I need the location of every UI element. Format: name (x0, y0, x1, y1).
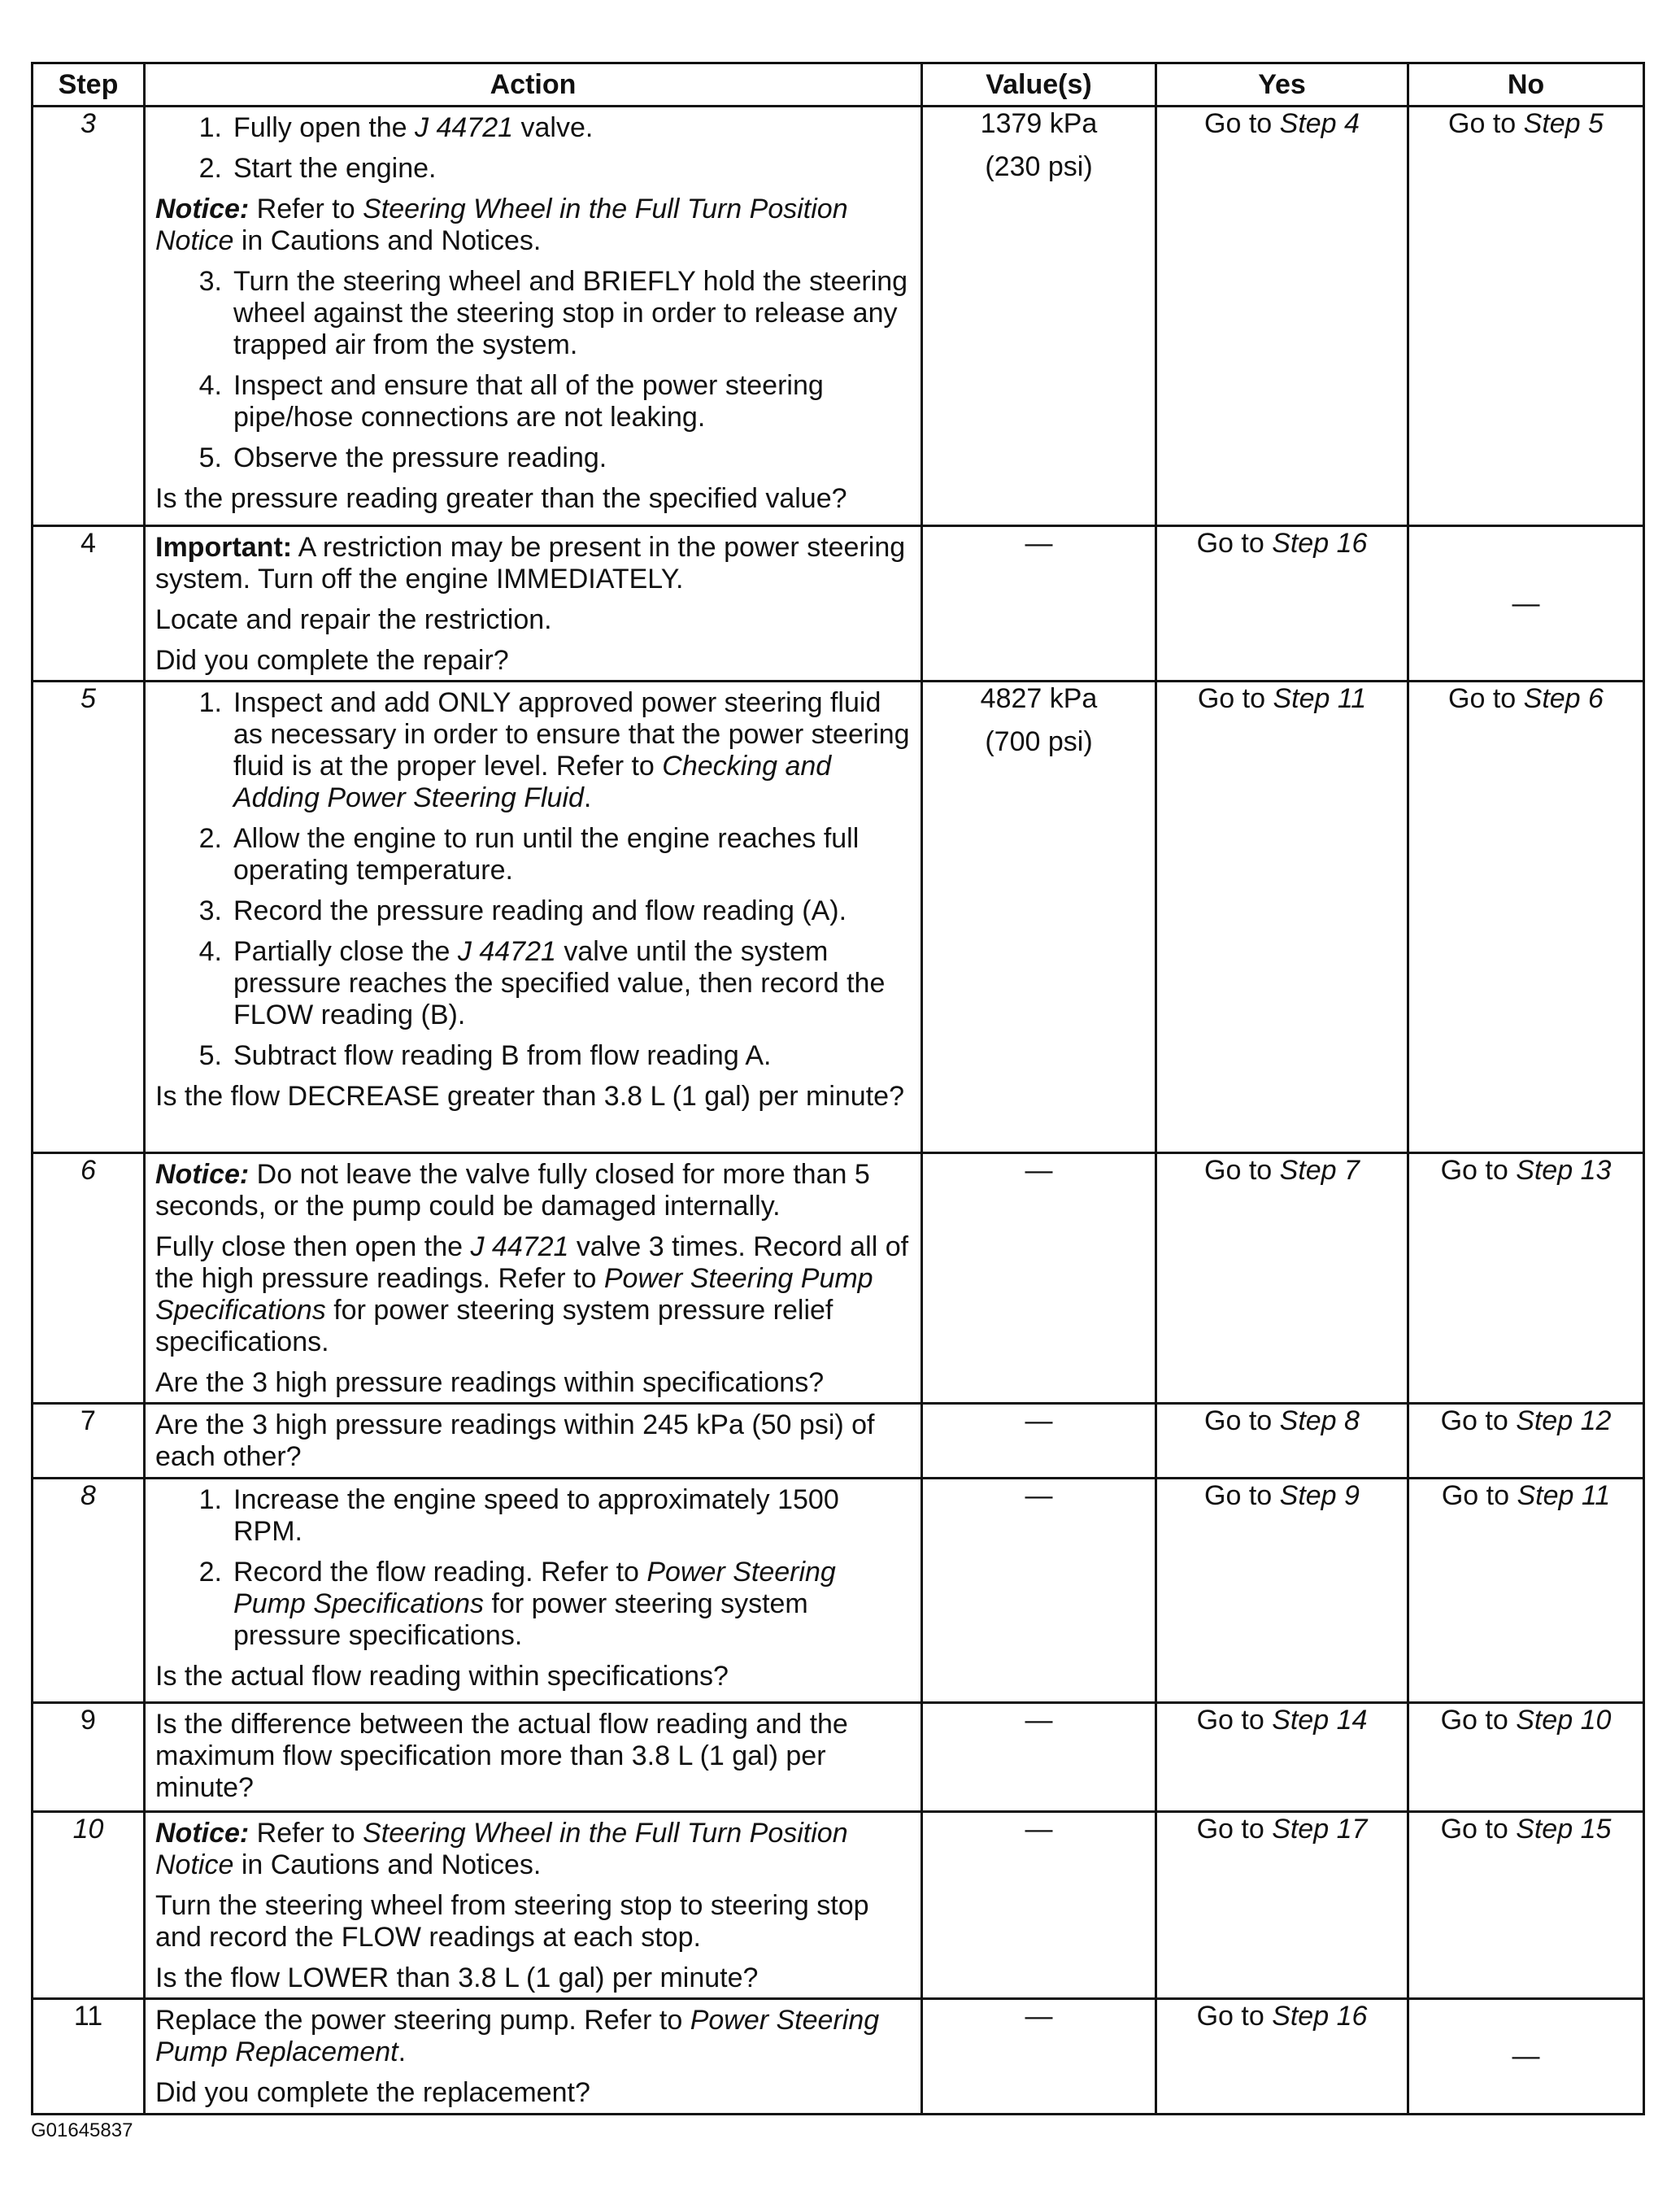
text-run: in Cautions and Notices. (233, 1849, 542, 1880)
list-number: 4. (198, 370, 222, 401)
no-cell (1408, 1703, 1644, 1812)
yes-cell (1156, 526, 1408, 682)
paragraph (155, 2005, 914, 2068)
goto-label: Go to (1204, 1155, 1280, 1186)
step-number: 5 (33, 682, 145, 1153)
goto-label: Go to (1204, 108, 1280, 139)
emphasis-text: J 44721 (470, 1231, 569, 1262)
action-cell (145, 1999, 922, 2115)
list-text (233, 442, 914, 474)
action-cell (145, 526, 922, 682)
text-run: valve until the system pressure reaches the specified value, then record the FLOW reading (B). (233, 936, 886, 1030)
list-number: 4. (198, 936, 222, 967)
text-run: . (398, 2036, 407, 2067)
emphasis-text: Power Steering Pump Replacement (155, 2005, 880, 2067)
text-run: Did you complete the repair? (155, 645, 509, 676)
text-run: Turn the steering wheel and BRIEFLY hold the steering wheel against the steering stop in order to release any trapped air from the system. (233, 266, 908, 360)
text-run: Start the engine. (233, 153, 437, 184)
paragraph (155, 1962, 914, 1994)
value-cell (922, 1703, 1156, 1812)
text-run: . (583, 782, 592, 813)
goto-step-link: Step 7 (1279, 1155, 1360, 1186)
table-row (33, 1999, 1644, 2115)
goto-label: Go to (1441, 1480, 1517, 1511)
spec-value: (230 psi) (985, 151, 1093, 182)
emphasis-text: Notice: (155, 1159, 250, 1190)
yes-cell (1156, 1479, 1408, 1703)
text-run: Record the pressure reading and flow reading (A). (233, 895, 847, 926)
list-number: 2. (198, 823, 222, 854)
paragraph (155, 1081, 914, 1113)
action-cell (145, 682, 922, 1153)
no-cell (1408, 1999, 1644, 2115)
text-run: Is the flow DECREASE greater than 3.8 L (1 gal) per minute? (155, 1081, 904, 1112)
list-number: 1. (198, 112, 222, 143)
value-cell (922, 1812, 1156, 1999)
table-row (33, 1812, 1644, 1999)
text-run: Fully close then open the (155, 1231, 471, 1262)
spec-value: (700 psi) (985, 726, 1093, 757)
no-cell (1408, 107, 1644, 526)
text-run: Locate and repair the restriction. (155, 604, 552, 635)
header-row (33, 63, 1644, 107)
goto-label: Go to (1196, 528, 1273, 559)
text-run: Allow the engine to run until the engine reaches full operating temperature. (233, 823, 860, 886)
text-run: Partially close the (233, 936, 458, 967)
spec-value: 4827 kPa (980, 683, 1098, 714)
value-cell (922, 682, 1156, 1153)
text-run: Turn the steering wheel from steering stop to steering stop and record the FLOW readings at each stop. (155, 1890, 869, 1953)
text-run: Are the 3 high pressure readings within 245 kPa (50 psi) of each other? (155, 1409, 875, 1472)
text-run: Is the pressure reading greater than the specified value? (155, 483, 847, 514)
goto-label: Go to (1204, 1480, 1280, 1511)
text-run: valve 3 times. Record all of the high pressure readings. Refer to (155, 1231, 909, 1294)
list-item (155, 266, 914, 361)
paragraph (155, 1409, 914, 1473)
paragraph (155, 1709, 914, 1804)
value-cell (922, 526, 1156, 682)
list-text (233, 895, 914, 927)
empty-value-dash: — (1512, 2041, 1540, 2071)
goto-step-link: Step 5 (1523, 108, 1604, 139)
list-text (233, 1557, 914, 1652)
yes-cell (1156, 1812, 1408, 1999)
list-text (233, 1484, 914, 1548)
paragraph (155, 483, 914, 515)
emphasis-text: Notice: (155, 194, 250, 224)
table-row (33, 1153, 1644, 1404)
list-number: 3. (198, 266, 222, 297)
emphasis-text: Power Steering Pump Specifications (233, 1557, 836, 1619)
emphasis-text: J 44721 (415, 112, 514, 143)
list-text (233, 687, 914, 814)
text-run: in Cautions and Notices. (233, 225, 542, 256)
step-number: 10 (33, 1812, 145, 1999)
paragraph (155, 1890, 914, 1954)
goto-step-link: Step 14 (1272, 1705, 1368, 1736)
empty-value-dash: — (1025, 1480, 1053, 1511)
goto-label: Go to (1196, 2001, 1273, 2032)
empty-value-dash: — (1512, 587, 1540, 619)
step-number: 7 (33, 1404, 145, 1479)
list-item (155, 1557, 914, 1652)
paragraph (155, 604, 914, 636)
emphasis-text: Power Steering Pump Specifications (155, 1263, 873, 1326)
text-run: Is the flow LOWER than 3.8 L (1 gal) per minute? (155, 1962, 759, 1993)
emphasis-text: Notice: (155, 1818, 250, 1849)
text-run: Replace the power steering pump. Refer to (155, 2005, 690, 2036)
list-text (233, 823, 914, 886)
paragraph (155, 1367, 914, 1399)
action-cell (145, 107, 922, 526)
step-number: 9 (33, 1703, 145, 1812)
list-item (155, 153, 914, 185)
goto-step-link: Step 10 (1516, 1705, 1612, 1736)
goto-step-link: Step 9 (1279, 1480, 1360, 1511)
goto-step-link: Step 11 (1273, 683, 1367, 714)
step-number: 11 (33, 1999, 145, 2115)
figure-code: G01645837 (31, 2119, 133, 2141)
diagnostic-table (31, 62, 1645, 2115)
yes-cell (1156, 1999, 1408, 2115)
text-run: Subtract flow reading B from flow reading A. (233, 1040, 772, 1071)
empty-value-dash: — (1025, 1705, 1053, 1736)
text-run: Inspect and ensure that all of the power steering pipe/hose connections are not leaking. (233, 370, 824, 433)
list-item (155, 112, 914, 144)
action-cell (145, 1479, 922, 1703)
goto-label: Go to (1448, 108, 1524, 139)
spec-value: 1379 kPa (980, 108, 1098, 139)
list-text (233, 153, 914, 185)
text-run: for power steering system pressure relief specifications. (155, 1295, 833, 1357)
yes-cell (1156, 1153, 1408, 1404)
goto-step-link: Step 12 (1516, 1405, 1612, 1436)
goto-step-link: Step 17 (1272, 1814, 1368, 1845)
goto-label: Go to (1440, 1155, 1517, 1186)
no-cell (1408, 1404, 1644, 1479)
value-cell (922, 107, 1156, 526)
yes-cell (1156, 682, 1408, 1153)
list-number: 5. (198, 442, 222, 473)
goto-step-link: Step 16 (1272, 528, 1368, 559)
value-cell (922, 1404, 1156, 1479)
emphasis-text: Steering Wheel in the Full Turn Position Notice (155, 194, 848, 256)
action-cell (145, 1153, 922, 1404)
empty-value-dash: — (1025, 1814, 1053, 1845)
step-number: 8 (33, 1479, 145, 1703)
goto-step-link: Step 13 (1516, 1155, 1612, 1186)
header-no: No (1408, 63, 1644, 107)
goto-label: Go to (1204, 1405, 1280, 1436)
text-run: for power steering system pressure specifications. (233, 1588, 808, 1651)
list-item (155, 823, 914, 886)
table-row (33, 1404, 1644, 1479)
emphasis-text: Checking and Adding Power Steering Fluid (233, 751, 832, 813)
list-item (155, 442, 914, 474)
goto-label: Go to (1440, 1405, 1517, 1436)
goto-label: Go to (1448, 683, 1524, 714)
text-run: Record the flow reading. Refer to (233, 1557, 647, 1588)
text-run: Inspect and add ONLY approved power steering fluid as necessary in order to ensure that the power steering fluid is at the proper level. Refer to (233, 687, 910, 782)
empty-value-dash: — (1025, 528, 1053, 559)
goto-step-link: Step 8 (1279, 1405, 1360, 1436)
goto-label: Go to (1196, 1705, 1273, 1736)
emphasis-text: J 44721 (457, 936, 556, 967)
list-number: 1. (198, 1484, 222, 1515)
list-text (233, 1040, 914, 1072)
list-number: 2. (198, 1557, 222, 1588)
value-cell (922, 1153, 1156, 1404)
no-cell (1408, 526, 1644, 682)
text-run: Observe the pressure reading. (233, 442, 607, 473)
table-row (33, 107, 1644, 526)
no-cell (1408, 1479, 1644, 1703)
paragraph (155, 645, 914, 677)
paragraph (155, 1159, 914, 1222)
goto-step-link: Step 4 (1279, 108, 1360, 139)
header-action: Action (145, 63, 922, 107)
list-item (155, 936, 914, 1031)
goto-label: Go to (1440, 1705, 1517, 1736)
text-run: Fully open the (233, 112, 416, 143)
paragraph (155, 2077, 914, 2109)
text-run: Are the 3 high pressure readings within specifications? (155, 1367, 825, 1398)
list-number: 1. (198, 687, 222, 718)
action-cell (145, 1812, 922, 1999)
goto-step-link: Step 6 (1523, 683, 1604, 714)
emphasis-text: Important: (155, 532, 293, 563)
paragraph (155, 194, 914, 257)
text-run: Increase the engine speed to approximately 1500 RPM. (233, 1484, 839, 1547)
goto-label: Go to (1196, 1814, 1273, 1845)
list-item (155, 895, 914, 927)
table-row (33, 682, 1644, 1153)
emphasis-text: Steering Wheel in the Full Turn Position Notice (155, 1818, 848, 1880)
header-yes: Yes (1156, 63, 1408, 107)
text-run: Is the actual flow reading within specifications? (155, 1661, 729, 1692)
list-number: 3. (198, 895, 222, 926)
goto-step-link: Step 11 (1517, 1480, 1611, 1511)
action-cell (145, 1404, 922, 1479)
header-values: Value(s) (922, 63, 1156, 107)
list-text (233, 936, 914, 1031)
list-text (233, 112, 914, 144)
step-number: 4 (33, 526, 145, 682)
list-text (233, 370, 914, 433)
list-number: 5. (198, 1040, 222, 1071)
goto-step-link: Step 16 (1272, 2001, 1368, 2032)
table-body (33, 107, 1644, 2115)
action-cell (145, 1703, 922, 1812)
empty-value-dash: — (1025, 1155, 1053, 1186)
text-run: A restriction may be present in the power steering system. Turn off the engine IMMEDIATELY. (155, 532, 906, 595)
list-item (155, 370, 914, 433)
paragraph (155, 1231, 914, 1358)
list-item (155, 687, 914, 814)
paragraph (155, 532, 914, 595)
goto-label: Go to (1197, 683, 1273, 714)
yes-cell (1156, 107, 1408, 526)
text-run: Do not leave the valve fully closed for more than 5 seconds, or the pump could be damaged internally. (155, 1159, 870, 1222)
text-run: Refer to (249, 194, 363, 224)
no-cell (1408, 1812, 1644, 1999)
value-cell (922, 1999, 1156, 2115)
empty-value-dash: — (1025, 2001, 1053, 2032)
list-number: 2. (198, 153, 222, 184)
text-run: Refer to (249, 1818, 363, 1849)
list-item (155, 1040, 914, 1072)
yes-cell (1156, 1404, 1408, 1479)
text-run: Did you complete the replacement? (155, 2077, 590, 2108)
table-row (33, 526, 1644, 682)
table-row (33, 1703, 1644, 1812)
empty-value-dash: — (1025, 1405, 1053, 1436)
no-cell (1408, 1153, 1644, 1404)
list-item (155, 1484, 914, 1548)
goto-label: Go to (1440, 1814, 1517, 1845)
table-row (33, 1479, 1644, 1703)
step-number: 6 (33, 1153, 145, 1404)
paragraph (155, 1818, 914, 1881)
text-run: Is the difference between the actual flow reading and the maximum flow specification more than 3.8 L (1 gal) per minute? (155, 1709, 848, 1803)
text-run: valve. (513, 112, 594, 143)
header-step: Step (33, 63, 145, 107)
step-number: 3 (33, 107, 145, 526)
value-cell (922, 1479, 1156, 1703)
paragraph (155, 1661, 914, 1692)
no-cell (1408, 682, 1644, 1153)
list-text (233, 266, 914, 361)
yes-cell (1156, 1703, 1408, 1812)
goto-step-link: Step 15 (1516, 1814, 1612, 1845)
